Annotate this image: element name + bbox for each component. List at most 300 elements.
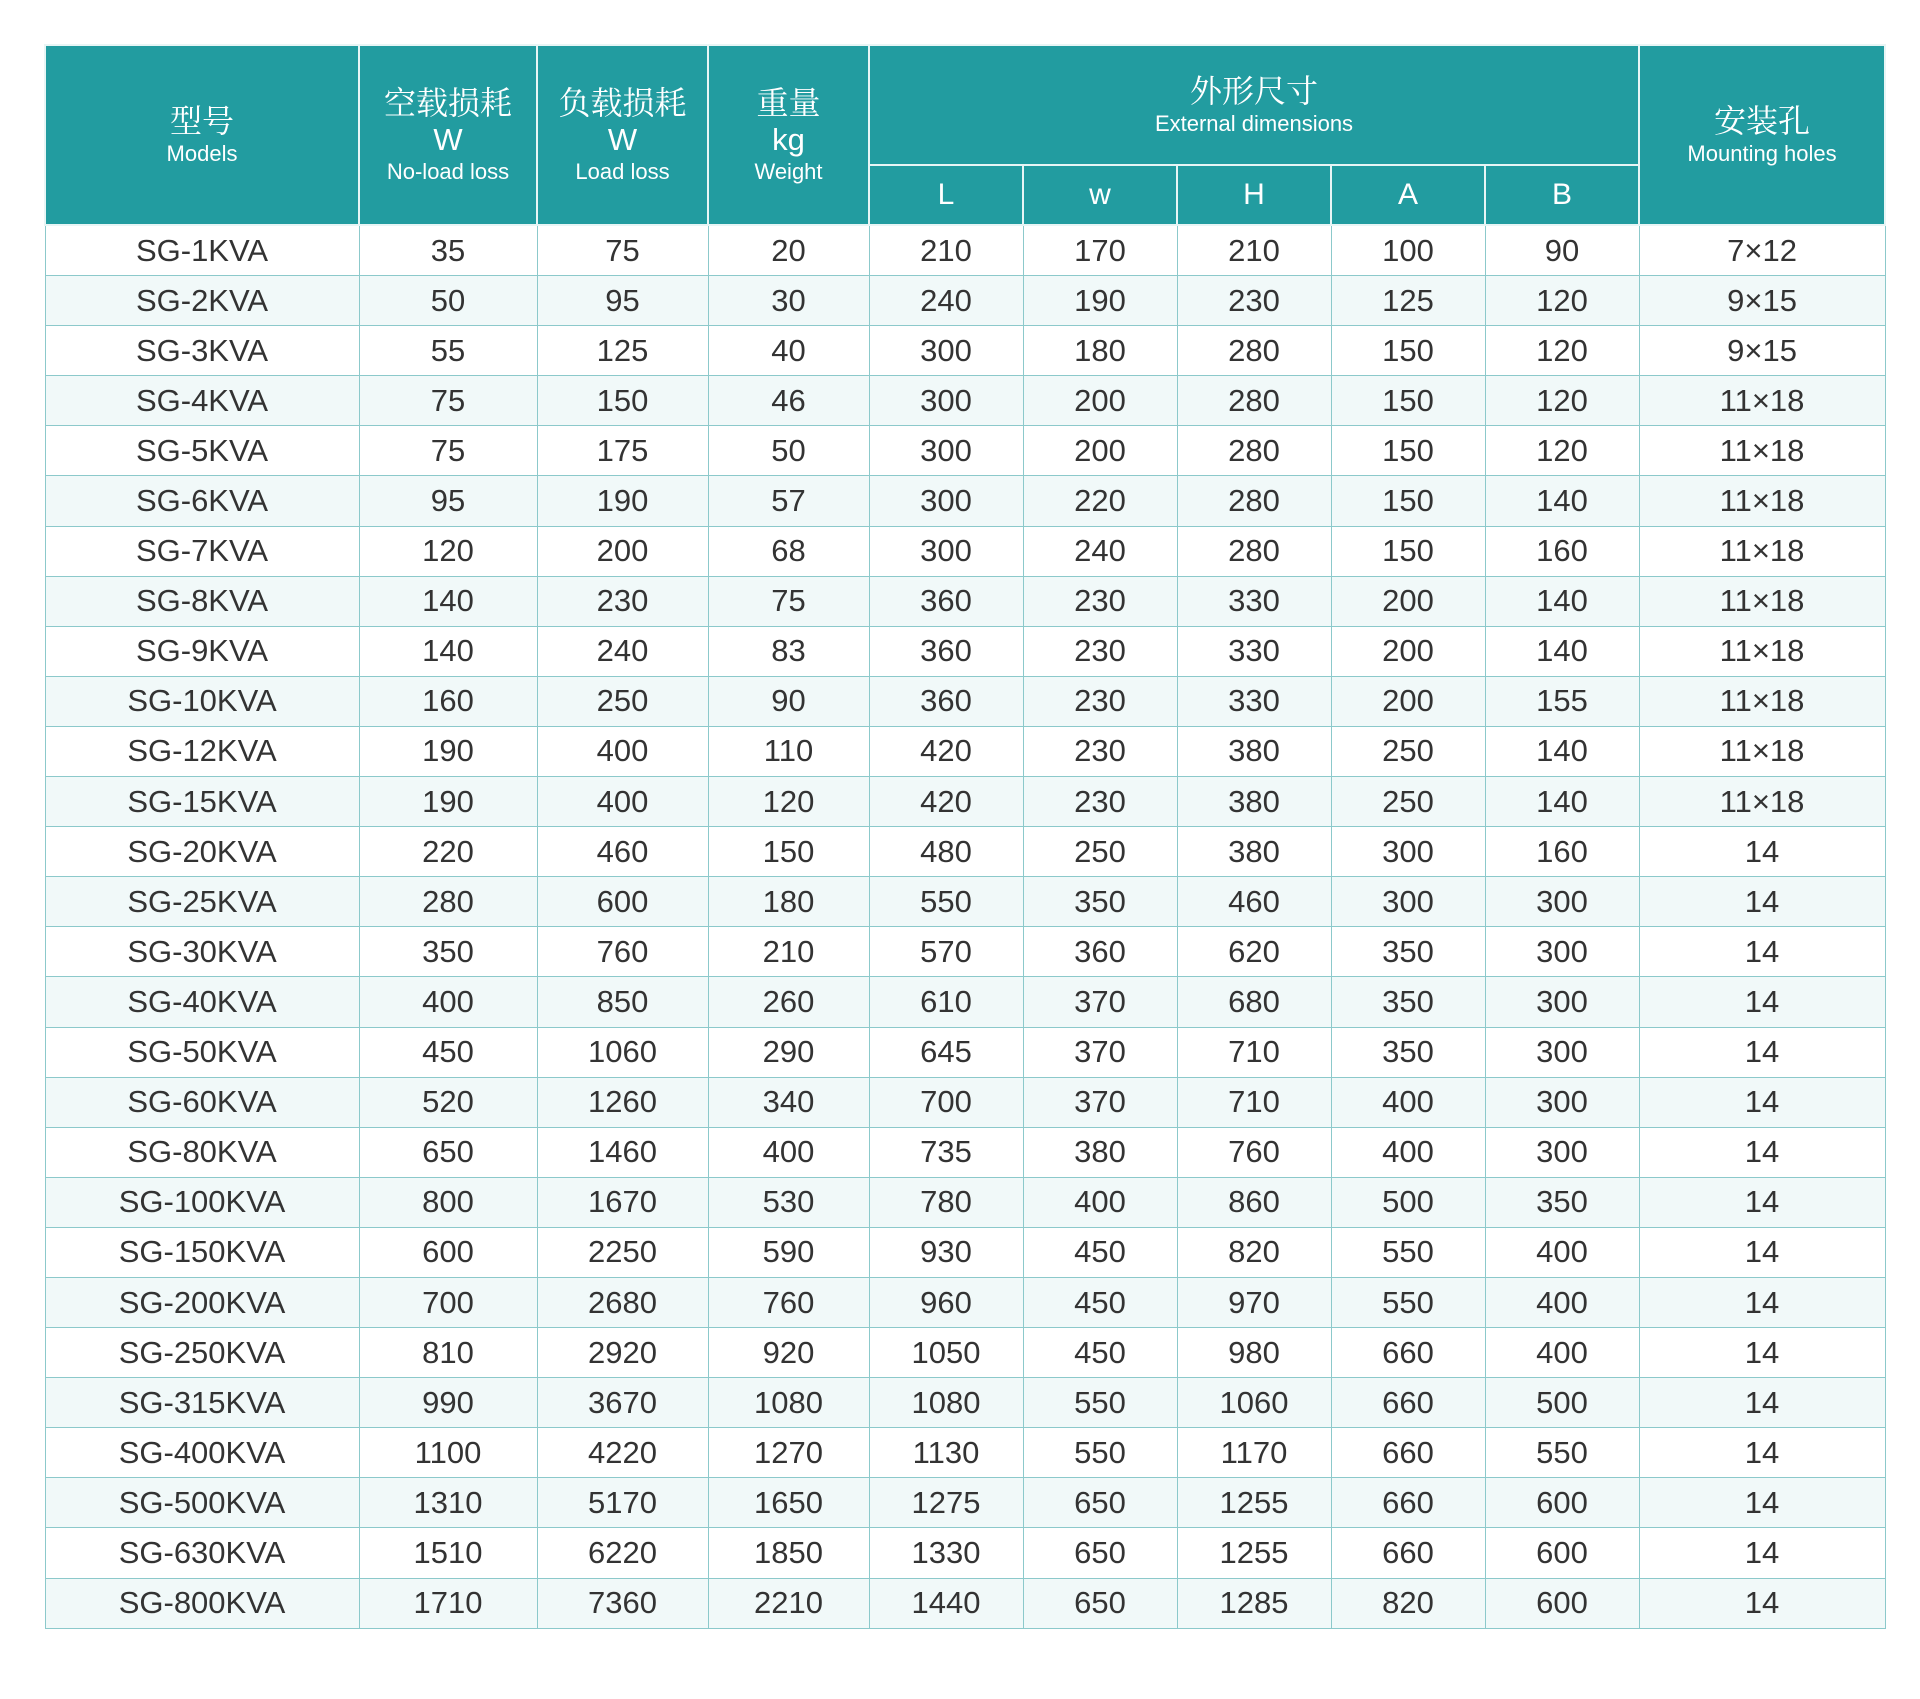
cell-model: SG-400KVA bbox=[45, 1428, 359, 1478]
header-dim-h: H bbox=[1177, 165, 1331, 225]
cell-dim-a: 200 bbox=[1331, 576, 1485, 626]
cell-dim-b: 600 bbox=[1485, 1528, 1639, 1578]
cell-dim-b: 140 bbox=[1485, 576, 1639, 626]
cell-no-load-loss: 50 bbox=[359, 276, 537, 326]
cell-dim-b: 140 bbox=[1485, 777, 1639, 827]
cell-weight: 180 bbox=[708, 877, 869, 927]
cell-mounting-hole: 14 bbox=[1639, 877, 1885, 927]
cell-model: SG-4KVA bbox=[45, 376, 359, 426]
cell-mounting-hole: 11×18 bbox=[1639, 476, 1885, 526]
table-row bbox=[45, 1027, 1885, 1077]
cell-dim-w: 360 bbox=[1023, 927, 1177, 977]
header-dim-b: B bbox=[1485, 165, 1639, 225]
cell-dim-a: 660 bbox=[1331, 1528, 1485, 1578]
cell-dim-b: 400 bbox=[1485, 1328, 1639, 1378]
cell-dim-l: 420 bbox=[869, 726, 1023, 776]
cell-dim-l: 360 bbox=[869, 626, 1023, 676]
cell-dim-b: 400 bbox=[1485, 1227, 1639, 1277]
table-row bbox=[45, 726, 1885, 776]
cell-weight: 150 bbox=[708, 827, 869, 877]
cell-model: SG-6KVA bbox=[45, 476, 359, 526]
cell-dim-w: 350 bbox=[1023, 877, 1177, 927]
cell-dim-b: 120 bbox=[1485, 426, 1639, 476]
cell-weight: 760 bbox=[708, 1277, 869, 1327]
cell-mounting-hole: 7×12 bbox=[1639, 225, 1885, 276]
cell-dim-l: 300 bbox=[869, 376, 1023, 426]
cell-no-load-loss: 800 bbox=[359, 1177, 537, 1227]
cell-load-loss: 2920 bbox=[537, 1328, 708, 1378]
cell-dim-w: 650 bbox=[1023, 1528, 1177, 1578]
cell-mounting-hole: 14 bbox=[1639, 927, 1885, 977]
cell-load-loss: 1460 bbox=[537, 1127, 708, 1177]
cell-mounting-hole: 11×18 bbox=[1639, 777, 1885, 827]
cell-dim-l: 550 bbox=[869, 877, 1023, 927]
cell-dim-h: 1255 bbox=[1177, 1478, 1331, 1528]
cell-dim-w: 230 bbox=[1023, 726, 1177, 776]
table-row bbox=[45, 1428, 1885, 1478]
header-no-load-loss-zh: 空载损耗 bbox=[383, 84, 512, 122]
cell-weight: 590 bbox=[708, 1227, 869, 1277]
cell-weight: 920 bbox=[708, 1328, 869, 1378]
cell-weight: 1270 bbox=[708, 1428, 869, 1478]
cell-dim-a: 350 bbox=[1331, 1027, 1485, 1077]
cell-load-loss: 7360 bbox=[537, 1578, 708, 1628]
cell-weight: 30 bbox=[708, 276, 869, 326]
cell-dim-a: 200 bbox=[1331, 676, 1485, 726]
cell-load-loss: 2250 bbox=[537, 1227, 708, 1277]
cell-model: SG-630KVA bbox=[45, 1528, 359, 1578]
cell-dim-l: 1440 bbox=[869, 1578, 1023, 1628]
table-row bbox=[45, 1227, 1885, 1277]
table-row bbox=[45, 977, 1885, 1027]
cell-dim-h: 330 bbox=[1177, 576, 1331, 626]
cell-no-load-loss: 520 bbox=[359, 1077, 537, 1127]
cell-dim-w: 450 bbox=[1023, 1328, 1177, 1378]
cell-dim-b: 300 bbox=[1485, 877, 1639, 927]
cell-weight: 260 bbox=[708, 977, 869, 1027]
cell-dim-l: 960 bbox=[869, 1277, 1023, 1327]
cell-mounting-hole: 11×18 bbox=[1639, 676, 1885, 726]
cell-dim-h: 380 bbox=[1177, 827, 1331, 877]
cell-no-load-loss: 190 bbox=[359, 726, 537, 776]
header-dimensions bbox=[869, 45, 1639, 165]
cell-dim-h: 710 bbox=[1177, 1077, 1331, 1127]
header-load-loss bbox=[537, 45, 708, 225]
cell-dim-l: 1330 bbox=[869, 1528, 1023, 1578]
table-row bbox=[45, 1378, 1885, 1428]
cell-load-loss: 190 bbox=[537, 476, 708, 526]
cell-dim-l: 645 bbox=[869, 1027, 1023, 1077]
cell-weight: 46 bbox=[708, 376, 869, 426]
table-row bbox=[45, 476, 1885, 526]
cell-dim-b: 300 bbox=[1485, 977, 1639, 1027]
cell-mounting-hole: 14 bbox=[1639, 1528, 1885, 1578]
cell-dim-h: 280 bbox=[1177, 426, 1331, 476]
cell-model: SG-80KVA bbox=[45, 1127, 359, 1177]
cell-no-load-loss: 810 bbox=[359, 1328, 537, 1378]
cell-load-loss: 1670 bbox=[537, 1177, 708, 1227]
cell-no-load-loss: 55 bbox=[359, 326, 537, 376]
table-row bbox=[45, 225, 1885, 276]
cell-no-load-loss: 990 bbox=[359, 1378, 537, 1428]
cell-dim-l: 1130 bbox=[869, 1428, 1023, 1478]
header-model-en: Models bbox=[166, 141, 238, 166]
cell-weight: 290 bbox=[708, 1027, 869, 1077]
cell-dim-h: 820 bbox=[1177, 1227, 1331, 1277]
header-load-loss-unit: W bbox=[607, 122, 638, 157]
cell-dim-h: 230 bbox=[1177, 276, 1331, 326]
cell-dim-w: 370 bbox=[1023, 977, 1177, 1027]
cell-load-loss: 175 bbox=[537, 426, 708, 476]
cell-model: SG-315KVA bbox=[45, 1378, 359, 1428]
table-row bbox=[45, 576, 1885, 626]
cell-dim-a: 660 bbox=[1331, 1378, 1485, 1428]
table-row bbox=[45, 1277, 1885, 1327]
cell-dim-b: 600 bbox=[1485, 1578, 1639, 1628]
cell-load-loss: 150 bbox=[537, 376, 708, 426]
table-body bbox=[45, 225, 1885, 1628]
cell-dim-a: 125 bbox=[1331, 276, 1485, 326]
cell-mounting-hole: 9×15 bbox=[1639, 326, 1885, 376]
cell-dim-w: 450 bbox=[1023, 1227, 1177, 1277]
cell-dim-w: 230 bbox=[1023, 626, 1177, 676]
cell-dim-a: 150 bbox=[1331, 376, 1485, 426]
cell-dim-l: 700 bbox=[869, 1077, 1023, 1127]
cell-weight: 40 bbox=[708, 326, 869, 376]
cell-dim-a: 550 bbox=[1331, 1277, 1485, 1327]
cell-dim-l: 570 bbox=[869, 927, 1023, 977]
cell-model: SG-150KVA bbox=[45, 1227, 359, 1277]
cell-model: SG-5KVA bbox=[45, 426, 359, 476]
cell-weight: 2210 bbox=[708, 1578, 869, 1628]
cell-model: SG-50KVA bbox=[45, 1027, 359, 1077]
cell-model: SG-200KVA bbox=[45, 1277, 359, 1327]
cell-dim-h: 330 bbox=[1177, 676, 1331, 726]
cell-model: SG-2KVA bbox=[45, 276, 359, 326]
cell-dim-b: 350 bbox=[1485, 1177, 1639, 1227]
cell-load-loss: 1260 bbox=[537, 1077, 708, 1127]
cell-model: SG-250KVA bbox=[45, 1328, 359, 1378]
cell-dim-a: 400 bbox=[1331, 1127, 1485, 1177]
cell-dim-l: 360 bbox=[869, 576, 1023, 626]
cell-dim-l: 300 bbox=[869, 426, 1023, 476]
cell-model: SG-40KVA bbox=[45, 977, 359, 1027]
cell-dim-b: 120 bbox=[1485, 276, 1639, 326]
cell-no-load-loss: 1510 bbox=[359, 1528, 537, 1578]
cell-no-load-loss: 220 bbox=[359, 827, 537, 877]
cell-weight: 340 bbox=[708, 1077, 869, 1127]
header-mounting-holes bbox=[1639, 45, 1885, 225]
cell-weight: 110 bbox=[708, 726, 869, 776]
cell-dim-l: 735 bbox=[869, 1127, 1023, 1177]
header-no-load-loss bbox=[359, 45, 537, 225]
cell-dim-a: 660 bbox=[1331, 1478, 1485, 1528]
spec-table-container bbox=[44, 44, 1884, 1629]
cell-mounting-hole: 14 bbox=[1639, 1177, 1885, 1227]
cell-dim-a: 150 bbox=[1331, 526, 1485, 576]
cell-dim-b: 155 bbox=[1485, 676, 1639, 726]
cell-dim-h: 860 bbox=[1177, 1177, 1331, 1227]
cell-dim-l: 240 bbox=[869, 276, 1023, 326]
cell-dim-h: 1170 bbox=[1177, 1428, 1331, 1478]
cell-dim-h: 1285 bbox=[1177, 1578, 1331, 1628]
cell-dim-a: 100 bbox=[1331, 225, 1485, 276]
cell-load-loss: 2680 bbox=[537, 1277, 708, 1327]
cell-dim-w: 230 bbox=[1023, 777, 1177, 827]
cell-dim-b: 160 bbox=[1485, 526, 1639, 576]
cell-dim-a: 820 bbox=[1331, 1578, 1485, 1628]
cell-dim-l: 300 bbox=[869, 476, 1023, 526]
cell-no-load-loss: 280 bbox=[359, 877, 537, 927]
cell-no-load-loss: 35 bbox=[359, 225, 537, 276]
cell-no-load-loss: 1710 bbox=[359, 1578, 537, 1628]
table-row bbox=[45, 326, 1885, 376]
cell-no-load-loss: 120 bbox=[359, 526, 537, 576]
cell-model: SG-500KVA bbox=[45, 1478, 359, 1528]
header-weight-en: Weight bbox=[754, 159, 823, 184]
cell-dim-w: 180 bbox=[1023, 326, 1177, 376]
cell-load-loss: 6220 bbox=[537, 1528, 708, 1578]
cell-dim-b: 90 bbox=[1485, 225, 1639, 276]
cell-dim-l: 210 bbox=[869, 225, 1023, 276]
header-load-loss-zh: 负载损耗 bbox=[558, 84, 687, 122]
cell-no-load-loss: 140 bbox=[359, 576, 537, 626]
table-row bbox=[45, 626, 1885, 676]
table-row bbox=[45, 927, 1885, 977]
cell-dim-w: 550 bbox=[1023, 1378, 1177, 1428]
cell-mounting-hole: 14 bbox=[1639, 1478, 1885, 1528]
header-load-loss-en: Load loss bbox=[575, 159, 670, 184]
cell-no-load-loss: 1100 bbox=[359, 1428, 537, 1478]
cell-dim-l: 360 bbox=[869, 676, 1023, 726]
cell-load-loss: 230 bbox=[537, 576, 708, 626]
cell-load-loss: 600 bbox=[537, 877, 708, 927]
cell-dim-b: 600 bbox=[1485, 1478, 1639, 1528]
cell-weight: 530 bbox=[708, 1177, 869, 1227]
cell-dim-w: 200 bbox=[1023, 426, 1177, 476]
cell-dim-l: 780 bbox=[869, 1177, 1023, 1227]
cell-mounting-hole: 14 bbox=[1639, 1328, 1885, 1378]
cell-dim-w: 200 bbox=[1023, 376, 1177, 426]
cell-no-load-loss: 190 bbox=[359, 777, 537, 827]
table-row bbox=[45, 1578, 1885, 1628]
cell-dim-a: 350 bbox=[1331, 927, 1485, 977]
cell-weight: 120 bbox=[708, 777, 869, 827]
cell-dim-a: 150 bbox=[1331, 426, 1485, 476]
cell-model: SG-15KVA bbox=[45, 777, 359, 827]
cell-dim-h: 280 bbox=[1177, 326, 1331, 376]
cell-dim-b: 300 bbox=[1485, 1027, 1639, 1077]
cell-mounting-hole: 14 bbox=[1639, 977, 1885, 1027]
cell-dim-a: 150 bbox=[1331, 476, 1485, 526]
cell-dim-w: 380 bbox=[1023, 1127, 1177, 1177]
cell-dim-h: 1255 bbox=[1177, 1528, 1331, 1578]
cell-dim-b: 500 bbox=[1485, 1378, 1639, 1428]
cell-no-load-loss: 160 bbox=[359, 676, 537, 726]
table-row bbox=[45, 1127, 1885, 1177]
table-row bbox=[45, 426, 1885, 476]
cell-mounting-hole: 11×18 bbox=[1639, 626, 1885, 676]
cell-dim-l: 1275 bbox=[869, 1478, 1023, 1528]
cell-dim-l: 300 bbox=[869, 326, 1023, 376]
cell-mounting-hole: 14 bbox=[1639, 1227, 1885, 1277]
cell-load-loss: 3670 bbox=[537, 1378, 708, 1428]
cell-dim-w: 190 bbox=[1023, 276, 1177, 326]
header-mounting-holes-en: Mounting holes bbox=[1687, 141, 1837, 166]
cell-model: SG-60KVA bbox=[45, 1077, 359, 1127]
transformer-spec-table bbox=[44, 44, 1886, 1629]
table-row bbox=[45, 676, 1885, 726]
header-mounting-holes-zh: 安装孔 bbox=[1714, 102, 1811, 140]
cell-dim-h: 380 bbox=[1177, 777, 1331, 827]
table-row bbox=[45, 777, 1885, 827]
cell-dim-b: 140 bbox=[1485, 476, 1639, 526]
cell-no-load-loss: 450 bbox=[359, 1027, 537, 1077]
cell-dim-b: 140 bbox=[1485, 626, 1639, 676]
cell-dim-h: 280 bbox=[1177, 376, 1331, 426]
cell-dim-h: 280 bbox=[1177, 526, 1331, 576]
cell-weight: 1080 bbox=[708, 1378, 869, 1428]
cell-mounting-hole: 14 bbox=[1639, 1428, 1885, 1478]
cell-dim-w: 250 bbox=[1023, 827, 1177, 877]
cell-dim-h: 1060 bbox=[1177, 1378, 1331, 1428]
cell-mounting-hole: 11×18 bbox=[1639, 426, 1885, 476]
cell-no-load-loss: 75 bbox=[359, 426, 537, 476]
cell-load-loss: 460 bbox=[537, 827, 708, 877]
header-weight bbox=[708, 45, 869, 225]
cell-dim-h: 760 bbox=[1177, 1127, 1331, 1177]
cell-dim-a: 250 bbox=[1331, 726, 1485, 776]
cell-dim-w: 450 bbox=[1023, 1277, 1177, 1327]
cell-no-load-loss: 400 bbox=[359, 977, 537, 1027]
cell-load-loss: 95 bbox=[537, 276, 708, 326]
cell-model: SG-7KVA bbox=[45, 526, 359, 576]
cell-dim-l: 930 bbox=[869, 1227, 1023, 1277]
header-dim-w: w bbox=[1023, 165, 1177, 225]
cell-dim-a: 550 bbox=[1331, 1227, 1485, 1277]
cell-model: SG-1KVA bbox=[45, 225, 359, 276]
cell-weight: 50 bbox=[708, 426, 869, 476]
cell-mounting-hole: 9×15 bbox=[1639, 276, 1885, 326]
cell-dim-h: 210 bbox=[1177, 225, 1331, 276]
cell-load-loss: 75 bbox=[537, 225, 708, 276]
cell-load-loss: 1060 bbox=[537, 1027, 708, 1077]
cell-load-loss: 760 bbox=[537, 927, 708, 977]
cell-dim-w: 170 bbox=[1023, 225, 1177, 276]
cell-no-load-loss: 75 bbox=[359, 376, 537, 426]
cell-weight: 90 bbox=[708, 676, 869, 726]
cell-dim-l: 420 bbox=[869, 777, 1023, 827]
cell-dim-w: 370 bbox=[1023, 1077, 1177, 1127]
header-model bbox=[45, 45, 359, 225]
cell-mounting-hole: 11×18 bbox=[1639, 726, 1885, 776]
cell-dim-w: 240 bbox=[1023, 526, 1177, 576]
cell-dim-h: 380 bbox=[1177, 726, 1331, 776]
cell-weight: 210 bbox=[708, 927, 869, 977]
cell-weight: 68 bbox=[708, 526, 869, 576]
cell-model: SG-25KVA bbox=[45, 877, 359, 927]
cell-dim-l: 1050 bbox=[869, 1328, 1023, 1378]
cell-mounting-hole: 14 bbox=[1639, 1378, 1885, 1428]
cell-mounting-hole: 14 bbox=[1639, 1277, 1885, 1327]
table-row bbox=[45, 276, 1885, 326]
table-row bbox=[45, 877, 1885, 927]
table-row bbox=[45, 1528, 1885, 1578]
cell-weight: 83 bbox=[708, 626, 869, 676]
cell-dim-a: 500 bbox=[1331, 1177, 1485, 1227]
cell-dim-b: 120 bbox=[1485, 326, 1639, 376]
cell-load-loss: 4220 bbox=[537, 1428, 708, 1478]
cell-load-loss: 400 bbox=[537, 726, 708, 776]
cell-mounting-hole: 14 bbox=[1639, 1027, 1885, 1077]
cell-dim-l: 610 bbox=[869, 977, 1023, 1027]
cell-weight: 57 bbox=[708, 476, 869, 526]
cell-dim-b: 140 bbox=[1485, 726, 1639, 776]
cell-dim-h: 710 bbox=[1177, 1027, 1331, 1077]
header-no-load-loss-en: No-load loss bbox=[386, 159, 510, 184]
cell-dim-h: 980 bbox=[1177, 1328, 1331, 1378]
header-model-zh: 型号 bbox=[169, 102, 234, 140]
cell-model: SG-800KVA bbox=[45, 1578, 359, 1628]
cell-no-load-loss: 700 bbox=[359, 1277, 537, 1327]
table-row bbox=[45, 1177, 1885, 1227]
header-weight-unit: kg bbox=[772, 122, 805, 157]
cell-model: SG-12KVA bbox=[45, 726, 359, 776]
header-no-load-loss-unit: W bbox=[433, 122, 463, 157]
cell-dim-a: 300 bbox=[1331, 827, 1485, 877]
table-row bbox=[45, 1328, 1885, 1378]
header-dim-a: A bbox=[1331, 165, 1485, 225]
cell-mounting-hole: 14 bbox=[1639, 827, 1885, 877]
cell-dim-a: 200 bbox=[1331, 626, 1485, 676]
cell-model: SG-20KVA bbox=[45, 827, 359, 877]
table-row bbox=[45, 827, 1885, 877]
cell-weight: 75 bbox=[708, 576, 869, 626]
cell-dim-h: 330 bbox=[1177, 626, 1331, 676]
cell-dim-b: 160 bbox=[1485, 827, 1639, 877]
cell-weight: 1650 bbox=[708, 1478, 869, 1528]
cell-model: SG-8KVA bbox=[45, 576, 359, 626]
cell-load-loss: 5170 bbox=[537, 1478, 708, 1528]
cell-load-loss: 200 bbox=[537, 526, 708, 576]
cell-dim-w: 220 bbox=[1023, 476, 1177, 526]
cell-dim-b: 550 bbox=[1485, 1428, 1639, 1478]
cell-mounting-hole: 11×18 bbox=[1639, 376, 1885, 426]
cell-load-loss: 400 bbox=[537, 777, 708, 827]
cell-dim-h: 620 bbox=[1177, 927, 1331, 977]
cell-dim-a: 350 bbox=[1331, 977, 1485, 1027]
cell-mounting-hole: 11×18 bbox=[1639, 576, 1885, 626]
cell-dim-w: 230 bbox=[1023, 576, 1177, 626]
table-row bbox=[45, 526, 1885, 576]
cell-dim-w: 550 bbox=[1023, 1428, 1177, 1478]
cell-dim-b: 300 bbox=[1485, 1077, 1639, 1127]
cell-dim-a: 400 bbox=[1331, 1077, 1485, 1127]
cell-no-load-loss: 95 bbox=[359, 476, 537, 526]
table-row bbox=[45, 1478, 1885, 1528]
cell-model: SG-30KVA bbox=[45, 927, 359, 977]
cell-weight: 1850 bbox=[708, 1528, 869, 1578]
cell-dim-b: 300 bbox=[1485, 1127, 1639, 1177]
cell-dim-h: 970 bbox=[1177, 1277, 1331, 1327]
cell-dim-l: 300 bbox=[869, 526, 1023, 576]
cell-dim-a: 250 bbox=[1331, 777, 1485, 827]
cell-dim-w: 400 bbox=[1023, 1177, 1177, 1227]
cell-dim-b: 300 bbox=[1485, 927, 1639, 977]
cell-model: SG-10KVA bbox=[45, 676, 359, 726]
cell-weight: 20 bbox=[708, 225, 869, 276]
cell-dim-b: 120 bbox=[1485, 376, 1639, 426]
